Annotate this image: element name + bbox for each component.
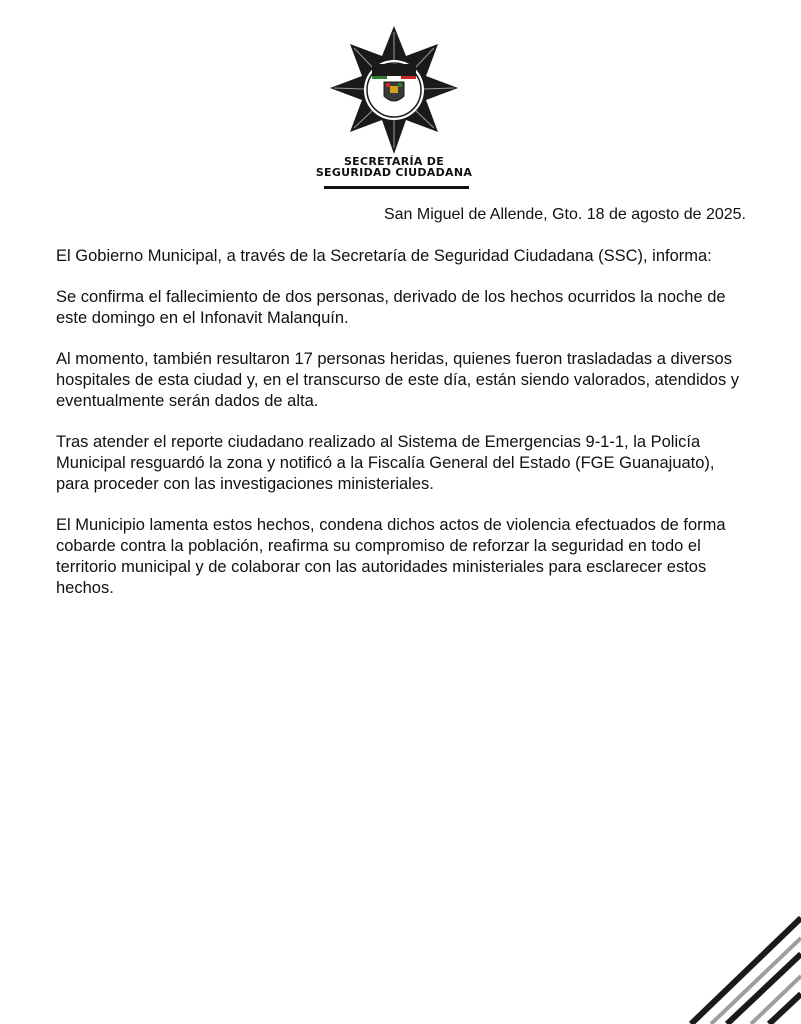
paragraph-statement: El Municipio lamenta estos hechos, condena dichos actos de violencia efectuados de forma cobarde contra la población, reafirma su compromiso de reforzar la seguridad en todo el territorio municipal y de colaborar con las autoridades ministeriales para esclarecer estos hechos. [56, 516, 726, 597]
paragraph-intro: El Gobierno Municipal, a través de la Secretaría de Seguridad Ciudadana (SSC), informa: [56, 247, 712, 265]
org-name-line1: SECRETARÍA DE [343, 155, 445, 168]
organization-name [300, 156, 488, 178]
corner-decoration [661, 894, 801, 1024]
org-name-line2: SEGURIDAD CIUDADANA [315, 166, 473, 179]
ssc-badge-star-logo [328, 26, 460, 156]
paragraph-response: Tras atender el reporte ciudadano realizado al Sistema de Emergencias 9-1-1, la Policía Municipal resguardó la zona y notificó a la Fiscalía General del Estado (FGE Guanajuato), para proceder con las investigaciones ministeriales. [56, 433, 715, 493]
letterhead [0, 0, 801, 200]
paragraph-fatalities: Se confirma el fallecimiento de dos personas, derivado de los hechos ocurridos la noche de este domingo en el Infonavit Malanquín. [56, 288, 726, 327]
paragraph-injured: Al momento, también resultaron 17 personas heridas, quienes fueron trasladadas a diversos hospitales de esta ciudad y, en el transcurso de este día, están siendo valorados, atendidos y eventualmente serán dados de alta. [56, 350, 740, 410]
header-divider [324, 186, 469, 189]
press-release-body [56, 246, 746, 619]
date-line: San Miguel de Allende, Gto. 18 de agosto de 2025. [383, 206, 746, 223]
